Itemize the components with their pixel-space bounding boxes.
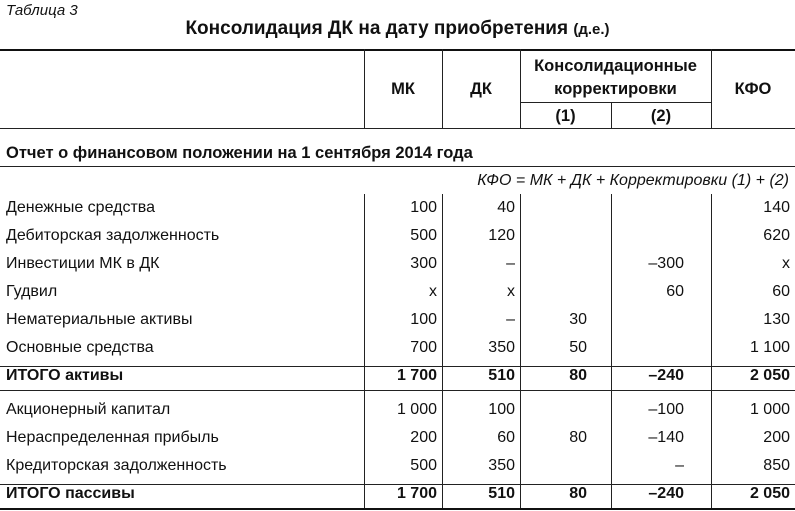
header-kfo: КФО (734, 80, 772, 98)
header-adj2: (2) (650, 107, 672, 125)
row-label: Кредиторская задолженность (6, 457, 227, 474)
section-rule (0, 166, 795, 167)
cell-dk: 100 (488, 401, 515, 418)
cell-mk: 1 000 (396, 401, 437, 418)
table-top-rule (0, 49, 795, 51)
table-bottom-rule (0, 508, 795, 510)
cell-kfo: 1 000 (749, 401, 790, 418)
cell-kfo: 130 (763, 311, 790, 328)
cell-dk: 510 (488, 367, 515, 384)
row-label: ИТОГО пассивы (6, 485, 135, 502)
cell-mk: 1 700 (396, 485, 437, 502)
row-label: Нематериальные активы (6, 311, 193, 328)
cell-adj1: 80 (569, 429, 587, 446)
row-label: Инвестиции МК в ДК (6, 255, 160, 272)
header-adjustments-line2: корректировки (554, 80, 677, 98)
cell-dk: – (506, 255, 515, 272)
cell-mk: x (429, 283, 437, 300)
total-liabilities-rule (0, 484, 795, 485)
cell-kfo: x (782, 255, 790, 272)
cell-kfo: 620 (763, 227, 790, 244)
header-mk: МК (391, 80, 415, 98)
cell-adj2: –300 (648, 255, 684, 272)
total-assets-rule (0, 366, 795, 367)
cell-adj2: 60 (666, 283, 684, 300)
formula-note: КФО = МК + ДК + Корректировки (1) + (2) (477, 172, 789, 189)
cell-mk: 500 (410, 227, 437, 244)
row-label: ИТОГО активы (6, 367, 124, 384)
cell-mk: 100 (410, 311, 437, 328)
table-title (0, 18, 795, 40)
cell-adj1: 80 (569, 485, 587, 502)
cell-mk: 300 (410, 255, 437, 272)
cell-adj2: –240 (648, 367, 684, 384)
row-label: Акционерный капитал (6, 401, 171, 418)
adjustments-subheader-rule (520, 102, 711, 103)
cell-mk: 200 (410, 429, 437, 446)
cell-mk: 700 (410, 339, 437, 356)
header-adjustments-line1: Консолидационные (534, 57, 697, 75)
total-assets-bottom-rule (0, 390, 795, 391)
title-text: Консолидация ДК на дату приобретения (185, 18, 569, 39)
cell-kfo: 1 100 (749, 339, 790, 356)
cell-adj1: 30 (569, 311, 587, 328)
cell-adj1: 80 (569, 367, 587, 384)
header-adj1: (1) (555, 107, 576, 125)
cell-dk: 120 (488, 227, 515, 244)
cell-dk: – (506, 311, 515, 328)
row-label: Денежные средства (6, 199, 155, 216)
cell-mk: 1 700 (396, 367, 437, 384)
cell-kfo: 850 (763, 457, 790, 474)
row-label: Дебиторская задолженность (6, 227, 220, 244)
row-label: Основные средства (6, 339, 154, 356)
cell-kfo: 2 050 (749, 485, 790, 502)
cell-kfo: 60 (772, 283, 790, 300)
cell-dk: 510 (488, 485, 515, 502)
cell-kfo: 200 (763, 429, 790, 446)
cell-adj1: 50 (569, 339, 587, 356)
cell-adj2: – (675, 457, 684, 474)
cell-dk: 350 (488, 339, 515, 356)
cell-adj2: –140 (648, 429, 684, 446)
cell-kfo: 2 050 (749, 367, 790, 384)
cell-dk: 40 (497, 199, 515, 216)
row-label: Гудвил (6, 283, 58, 300)
cell-kfo: 140 (763, 199, 790, 216)
cell-dk: x (507, 283, 515, 300)
row-label: Нераспределенная прибыль (6, 429, 219, 446)
cell-dk: 350 (488, 457, 515, 474)
cell-adj2: –100 (648, 401, 684, 418)
cell-dk: 60 (497, 429, 515, 446)
table-caption: Таблица 3 (6, 2, 78, 19)
cell-adj2: –240 (648, 485, 684, 502)
title-units: (д.е.) (573, 21, 610, 38)
cell-mk: 100 (410, 199, 437, 216)
cell-mk: 500 (410, 457, 437, 474)
header-dk: ДК (470, 80, 492, 98)
section-title: Отчет о финансовом положении на 1 сентября 2014 года (6, 144, 473, 162)
header-bottom-rule (0, 128, 795, 129)
